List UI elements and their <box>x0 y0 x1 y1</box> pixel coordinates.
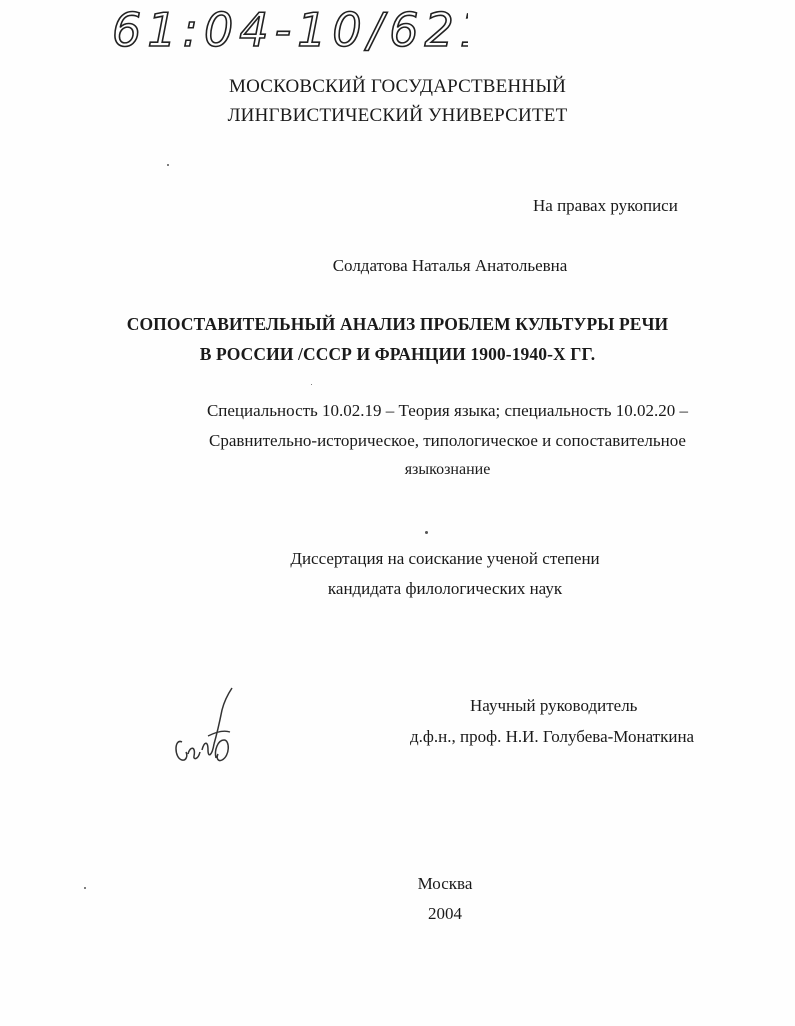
year: 2004 <box>428 904 462 923</box>
scan-speck <box>167 164 169 166</box>
city: Москва <box>417 874 473 893</box>
handwritten-signature <box>168 680 248 770</box>
dissertation-title-line1: СОПОСТАВИТЕЛЬНЫЙ АНАЛИЗ ПРОБЛЕМ КУЛЬТУРЫ РЕЧИ <box>126 314 669 334</box>
catalog-number-graphic <box>108 0 468 60</box>
supervisor-name: д.ф.н., проф. Н.И. Голубева-Монаткина <box>410 727 695 746</box>
scan-speck <box>311 384 312 385</box>
specialty-line2: Сравнительно-историческое, типологическое и сопоставительное <box>209 431 686 450</box>
specialty-line1: Специальность 10.02.19 – Теория языка; специальность 10.02.20 – <box>206 401 689 420</box>
signature-graphic <box>168 680 248 770</box>
specialty-line3: языкознание <box>404 461 491 478</box>
manuscript-rights-note: На правах рукописи <box>533 196 678 215</box>
degree-line2: кандидата филологических наук <box>327 579 563 598</box>
scan-speck <box>84 887 86 889</box>
catalog-number-text: 61:04-10/621 <box>112 3 468 57</box>
handwritten-catalog-number <box>108 0 468 60</box>
scan-speck <box>425 531 428 534</box>
degree-line1: Диссертация на соискание ученой степени <box>290 549 600 568</box>
supervisor-label: Научный руководитель <box>470 696 638 715</box>
author-name: Солдатова Наталья Анатольевна <box>332 256 568 275</box>
university-name-line1: МОСКОВСКИЙ ГОСУДАРСТВЕННЫЙ <box>228 76 567 97</box>
dissertation-title-line2: В РОССИИ /СССР И ФРАНЦИИ 1900-1940-Х ГГ. <box>199 344 596 364</box>
university-name-line2: ЛИНГВИСТИЧЕСКИЙ УНИВЕРСИТЕТ <box>227 105 568 126</box>
